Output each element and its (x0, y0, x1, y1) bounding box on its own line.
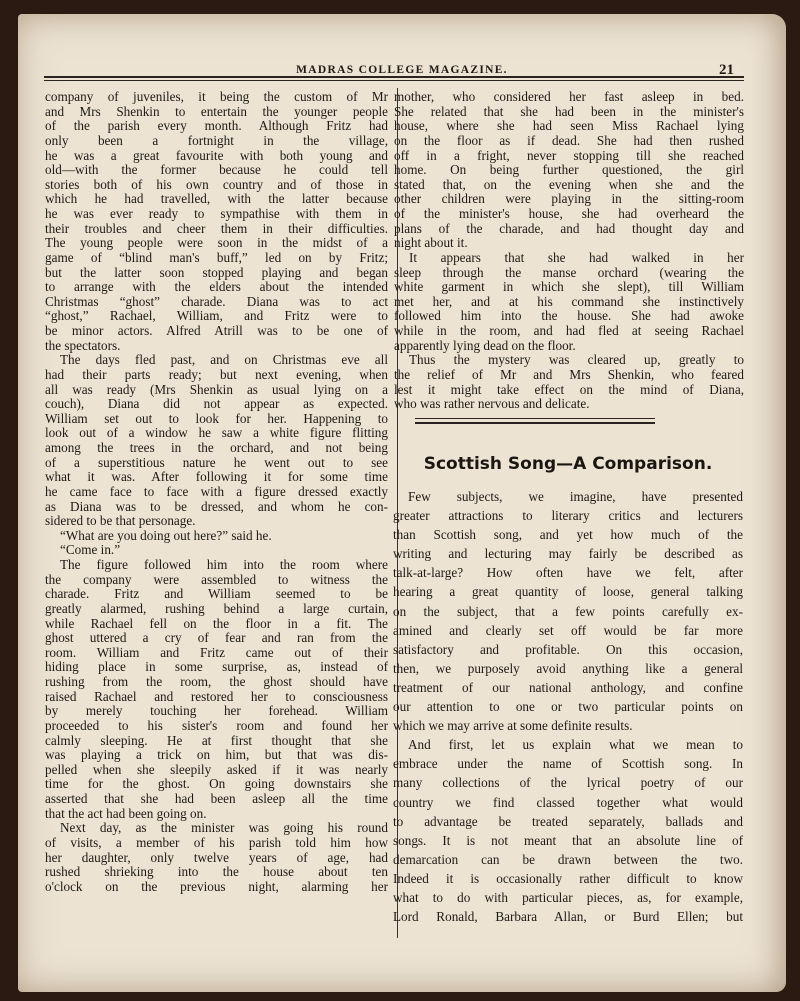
text-line: white garment in which she slept), till William (394, 279, 744, 295)
text-line: of the parish every month. Although Fritz had (45, 118, 388, 134)
text-line: And first, let us explain what we mean to (408, 737, 743, 753)
text-line: writing and lecturing may fairly be described as (393, 546, 743, 562)
text-line: sleep through the manse orchard (wearing the (394, 264, 744, 280)
text-line: company of juveniles, it being the custom of Mr (45, 89, 388, 104)
left-column (45, 90, 388, 894)
text-line: Christmas “ghost” charade. Diana was to act (45, 293, 388, 309)
text-line: old—with the former because he could tell (45, 162, 388, 178)
text-line: of visits, a member of his parish told him how (45, 834, 388, 850)
text-line: look out of a window he saw a white figure flitting (45, 425, 388, 441)
text-line: apparently lying dead on the floor. (394, 337, 576, 353)
text-line: only been a fortnight in the village, (45, 132, 388, 148)
text-line: mother, who considered her fast asleep in bed. (394, 89, 744, 104)
text-line: rushed shrieking into the house about ten (45, 864, 388, 880)
magazine-title: MADRAS COLLEGE MAGAZINE. (296, 64, 508, 76)
text-line: be minor actors. Alfred Atrill was to be one of (45, 323, 388, 338)
text-line: which we may arrive at some definite results. (393, 718, 633, 734)
text-line: and Mrs Shenkin to entertain the younger people (45, 103, 388, 119)
text-line: rushing from the room, the ghost should have (45, 674, 388, 689)
text-line: night about it. (394, 235, 468, 251)
text-line: satisfactory and profitable. On this occasion, (393, 641, 743, 657)
text-line: greater attractions to literary critics and lecturers (393, 508, 743, 524)
text-line: than Scottish song, and yet how much of the (393, 527, 743, 543)
text-line: he was a great favourite with both young and (45, 147, 388, 163)
text-line: Lord Ronald, Barbara Allan, or Burd Ellen; but (393, 909, 743, 925)
text-line: raised Rachael and restored her to consciousness (45, 688, 388, 704)
text-line: off in a fright, never stopping till she reached (394, 147, 744, 163)
text-line: ghost uttered a cry of fear and ran from the (45, 630, 388, 646)
text-line: by merely touching her forehead. William (45, 703, 388, 719)
header-rule (44, 76, 744, 78)
page-number: 21 (719, 62, 734, 78)
text-line: then, we purposely avoid anything like a general (393, 660, 743, 676)
text-line: hiding place in some surprise, as, instead of (45, 659, 388, 675)
text-line: to advantage be treated separately, ballads and (393, 813, 743, 829)
text-line: the spectators. (45, 337, 121, 353)
text-line: what to do with particular pieces, as, for example, (393, 889, 743, 905)
text-line: which he had travelled, with the latter because (45, 191, 388, 207)
text-line: our attention to one or two particular points on (393, 699, 743, 715)
text-line: Few subjects, we imagine, have presented (408, 489, 743, 504)
text-line: She related that she had been in the minister's (394, 103, 744, 119)
text-line: was playing a trick on him, but that was dis- (45, 747, 388, 763)
text-line: plans of the charade, and had thought day and (394, 220, 744, 236)
text-line: of the minister's house, she had overheard the (394, 206, 744, 221)
text-line: while in the room, and had fled at seeing Rachael (394, 323, 744, 338)
text-line: pelled when she sleepily asked if it was nearly (45, 761, 388, 777)
text-line: stated that, on the evening when she and the (394, 176, 744, 192)
text-line: game of “blind man's buff,” led on by Fritz; (45, 249, 388, 265)
text-line: “Come in.” (60, 542, 121, 558)
text-line: what it was. After following it for some time (45, 469, 388, 485)
text-line: on the subject, that a few points carefully ex- (393, 603, 743, 619)
text-line: embrace under the name of Scottish song. In (393, 756, 743, 772)
text-line: couch), Diana did not appear as expected. (45, 396, 388, 412)
text-line: met her, and at his command she instinctively (394, 293, 744, 309)
text-line: sidered to be that personage. (45, 513, 196, 529)
text-line: who was rather nervous and delicate. (394, 396, 590, 412)
text-line: amined and clearly set off would be far more (393, 622, 743, 638)
text-line: asserted that she had been asleep all the time (45, 791, 388, 806)
text-line: room. William and Fritz came out of their (45, 644, 388, 660)
text-line: on the floor as if dead. She had then rushed (394, 132, 744, 148)
text-line: but the latter soon stopped playing and began (45, 264, 388, 280)
text-line: had their parts ready; but next evening, when (45, 366, 388, 382)
text-line: William set out to look for her. Happening to (45, 410, 388, 426)
text-line: charade. Fritz and William seemed to be (45, 586, 388, 602)
text-line: many collections of the lyrical poetry of our (393, 775, 743, 791)
text-line: among the trees in the orchard, and not being (45, 440, 388, 455)
text-line: while Rachael fell on the floor in a fit. The (45, 615, 388, 631)
text-line: as Diana was to be dressed, and whom he con- (45, 498, 388, 514)
text-line: greatly alarmed, rushing behind a large curtain, (45, 600, 388, 616)
text-line: Thus the mystery was cleared up, greatly to (409, 352, 744, 368)
text-line: their troubles and cheer them in their difficulties. (45, 220, 388, 236)
text-line: the relief of Mr and Mrs Shenkin, who feared (394, 366, 744, 382)
text-line: talk-at-large? How often have we felt, after (393, 565, 743, 581)
text-line: demarcation can be drawn between the two. (393, 851, 743, 867)
text-line: all was ready (Mrs Shenkin as usual lying on a (45, 381, 388, 397)
text-line: other children were playing in the sitting-room (394, 191, 744, 207)
text-line: hearing a great quantity of loose, general talking (393, 584, 743, 600)
section-separator-thin (415, 418, 655, 419)
right-column-article (393, 487, 743, 926)
text-line: home. On being further questioned, the girl (394, 162, 744, 178)
text-line: Next day, as the minister was going his round (60, 820, 388, 836)
section-separator-thick (415, 422, 655, 424)
text-line: that the act had been going on. (45, 805, 207, 821)
text-line: Indeed it is occasionally rather difficult to know (393, 870, 743, 886)
text-line: It appears that she had walked in her (409, 249, 744, 265)
text-line: stories both of his own country and of those in (45, 176, 388, 192)
header-rule-thin (44, 80, 744, 81)
text-line: her daughter, only twelve years of age, had (45, 849, 388, 865)
text-line: “What are you doing out here?” said he. (60, 527, 272, 543)
text-line: he was ever ready to sympathise with them in (45, 206, 388, 221)
text-line: songs. It is not meant that an absolute line of (393, 832, 743, 848)
text-line: lest it might take effect on the mind of Diana, (394, 381, 744, 397)
text-line: country we find classed together what would (393, 794, 743, 810)
text-line: The days fled past, and on Christmas eve all (60, 352, 388, 368)
text-line: of a superstitious nature he went out to see (45, 454, 388, 470)
text-line: The figure followed him into the room where (60, 557, 388, 572)
text-line: calmly sleeping. He at first thought that she (45, 732, 388, 748)
right-column-story-end (394, 90, 744, 412)
text-line: o'clock on the previous night, alarming her (45, 878, 388, 894)
text-line: The young people were soon in the midst of a (45, 235, 388, 251)
text-line: followed him into the house. She had awoke (394, 308, 744, 324)
text-line: to arrange with the elders about the intended (45, 279, 388, 295)
section-title: Scottish Song—A Comparison. (423, 454, 713, 474)
text-line: proceeded to his sister's room and found her (45, 717, 388, 733)
text-line: “ghost,” Rachael, William, and Fritz were to (45, 308, 388, 324)
text-line: the company were assembled to witness the (45, 571, 388, 587)
text-line: treatment of our national anthology, and confine (393, 679, 743, 695)
text-line: time for the ghost. On going downstairs she (45, 776, 388, 792)
text-line: house, where she had seen Miss Rachael lying (394, 118, 744, 134)
text-line: he came face to face with a figure dressed exactly (45, 483, 388, 499)
